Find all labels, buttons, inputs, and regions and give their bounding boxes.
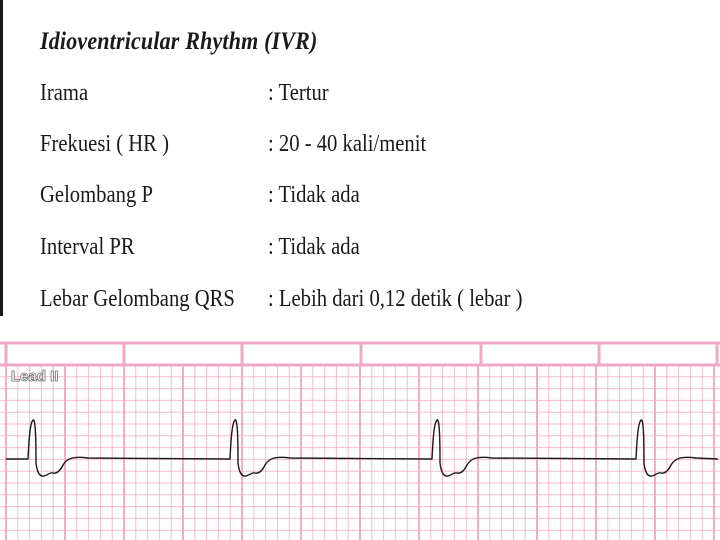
lead-label: Lead II: [11, 368, 59, 385]
document-title: Idioventricular Rhythm (IVR): [40, 28, 318, 55]
ecg-header-band: [0, 343, 720, 365]
row-value: : Lebih dari 0,12 detik ( lebar ): [268, 286, 523, 312]
row-interval-pr: [0, 234, 720, 266]
row-label: Frekuesi ( HR ): [40, 131, 169, 157]
row-label: Gelombang P: [40, 182, 153, 208]
row-value: : Tertur: [268, 80, 329, 106]
row-frekuensi: [0, 131, 720, 163]
row-label: Irama: [40, 80, 89, 106]
ecg-grid: [0, 340, 720, 540]
row-value: : Tidak ada: [268, 234, 360, 260]
row-irama: [0, 80, 720, 112]
row-label: Lebar Gelombang QRS: [40, 286, 235, 312]
row-lebar-qrs: [0, 286, 720, 318]
row-value: : 20 - 40 kali/menit: [268, 131, 427, 157]
row-value: : Tidak ada: [268, 182, 360, 208]
row-label: Interval PR: [40, 234, 135, 260]
row-gelombang-p: [0, 182, 720, 214]
ecg-strip: [0, 340, 720, 540]
